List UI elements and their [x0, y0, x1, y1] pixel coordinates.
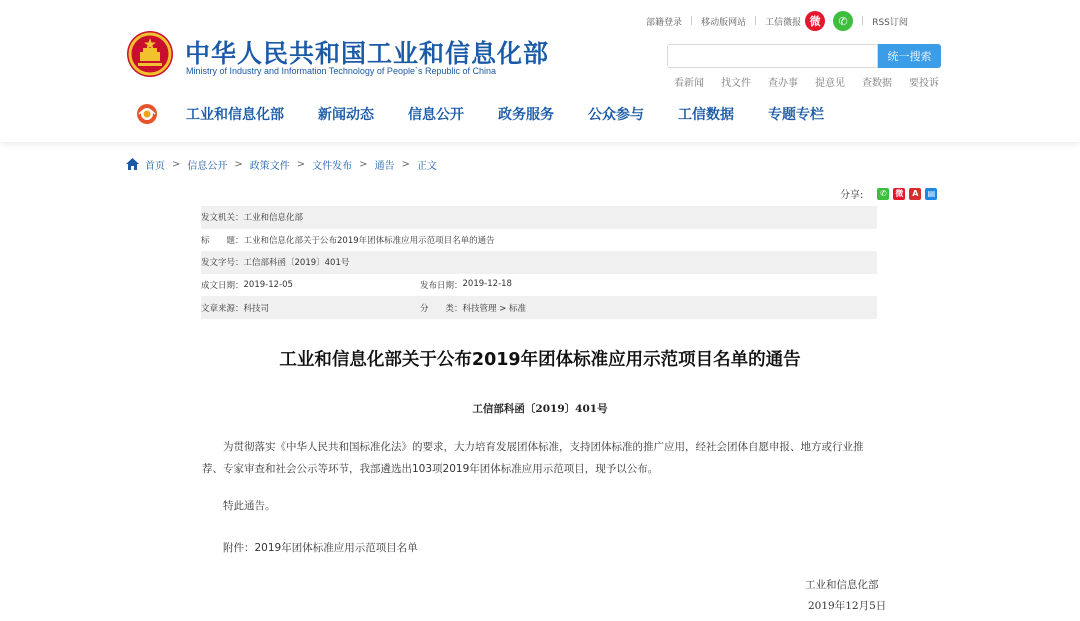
- top-link-weibo[interactable]: 工信微报: [765, 17, 802, 28]
- paragraph-line: 荐、专家审查和社会公示等环节，我部遴选出103项2019年团体标准应用示范项目，现予以公布。: [202, 463, 659, 475]
- share-wechat-icon[interactable]: ✆: [877, 188, 889, 200]
- quick-link-feedback[interactable]: 提意见: [815, 78, 845, 89]
- site-title[interactable]: 中华人民共和国工业和信息化部: [185, 39, 550, 68]
- meta-value: 2019-12-18: [462, 279, 512, 290]
- home-icon[interactable]: [126, 158, 139, 170]
- share-bar: [840, 186, 937, 201]
- divider: |: [861, 16, 865, 26]
- top-link-rss[interactable]: RSS订阅: [872, 17, 908, 28]
- site-subtitle: Ministry of Industry and Information Technology of People`s Republic of China: [186, 66, 496, 76]
- nav-item-public-participation[interactable]: 公众参与: [588, 107, 644, 123]
- site-header: [0, 0, 1080, 142]
- quick-link-data[interactable]: 查数据: [862, 78, 892, 89]
- share-print-icon[interactable]: ▤: [925, 188, 937, 200]
- quick-link-complaint[interactable]: 要投诉: [909, 78, 939, 89]
- divider: |: [754, 16, 758, 26]
- breadcrumb: [126, 156, 437, 172]
- national-emblem-icon: [126, 30, 174, 78]
- share-pdf-icon[interactable]: A: [909, 188, 921, 200]
- meta-label: 发文字号：: [201, 258, 244, 269]
- article-attachment-link[interactable]: 附件：2019年团体标准应用示范项目名单: [223, 542, 418, 554]
- quick-links: [674, 74, 939, 89]
- breadcrumb-home[interactable]: 首页: [145, 160, 165, 172]
- breadcrumb-separator: >: [234, 158, 243, 170]
- breadcrumb-notice[interactable]: 通告: [374, 160, 395, 172]
- meta-label: 标 题：: [201, 235, 244, 246]
- document-metadata-table: [201, 206, 877, 319]
- breadcrumb-separator: >: [172, 158, 181, 170]
- meta-row-source: [201, 296, 877, 319]
- article-closing: 特此通告。: [223, 500, 276, 512]
- meta-published-cell: [420, 279, 512, 291]
- nav-item-special-topics[interactable]: 专题专栏: [768, 107, 824, 123]
- breadcrumb-current: 正文: [416, 160, 437, 172]
- breadcrumb-separator: >: [401, 158, 410, 170]
- meta-row-issuer: [201, 206, 877, 229]
- meta-row-dates: [201, 274, 877, 297]
- meta-label: 分 类：: [420, 303, 463, 314]
- top-links: [646, 12, 908, 30]
- signature-organization: 工业和信息化部: [805, 579, 879, 591]
- share-weibo-icon[interactable]: 微: [895, 189, 904, 198]
- quick-link-files[interactable]: 找文件: [721, 78, 751, 89]
- article-doc-number: 工信部科函〔2019〕401号: [472, 403, 608, 415]
- signature-date: 2019年12月5日: [808, 600, 887, 612]
- article-title: 工业和信息化部关于公布2019年团体标准应用示范项目名单的通告: [279, 350, 801, 370]
- breadcrumb-separator: >: [296, 158, 306, 170]
- meta-label: 成文日期：: [201, 281, 244, 292]
- meta-label: 发布日期：: [420, 281, 463, 292]
- nav-item-info-disclosure[interactable]: 信息公开: [408, 107, 464, 123]
- breadcrumb-separator: >: [359, 158, 368, 170]
- share-label: 分享:: [840, 190, 864, 201]
- breadcrumb-info-disclosure[interactable]: 信息公开: [187, 160, 228, 172]
- meta-value: 科技管理 > 标准: [462, 303, 527, 314]
- nav-item-gov-services[interactable]: 政务服务: [498, 107, 554, 123]
- quick-link-services[interactable]: 查办事: [768, 78, 798, 89]
- meta-category-cell: [420, 302, 526, 314]
- breadcrumb-policy-docs[interactable]: 政策文件: [249, 160, 290, 172]
- nav-item-news[interactable]: 新闻动态: [318, 107, 374, 123]
- nav-item-ministry[interactable]: 工业和信息化部: [186, 107, 284, 123]
- meta-row-title: [201, 229, 877, 252]
- search-button[interactable]: 统一搜索: [878, 44, 941, 68]
- meta-label: 文章来源：: [201, 303, 244, 314]
- meta-value: 工业和信息化部: [243, 213, 304, 224]
- top-link-mail-login[interactable]: 部籍登录: [646, 17, 683, 28]
- breadcrumb-file-release[interactable]: 文件发布: [312, 160, 353, 172]
- ministry-logo-icon[interactable]: [136, 103, 158, 125]
- quick-link-news[interactable]: 看新闻: [674, 78, 704, 89]
- meta-row-doc-number: [201, 251, 877, 274]
- divider: |: [690, 16, 694, 26]
- article-paragraph: [202, 436, 882, 480]
- top-link-mobile-site[interactable]: 移动版网站: [701, 17, 747, 28]
- search-input[interactable]: [667, 44, 878, 68]
- meta-value: 工信部科函〔2019〕401号: [243, 258, 350, 269]
- wechat-icon[interactable]: ✆: [833, 11, 853, 31]
- nav-item-data[interactable]: 工信数据: [678, 107, 734, 123]
- meta-label: 发文机关：: [201, 213, 244, 224]
- meta-value: 工业和信息化部关于公布2019年团体标准应用示范项目名单的通告: [243, 235, 495, 246]
- meta-value: 2019-12-05: [243, 280, 293, 291]
- meta-value: 科技司: [243, 303, 270, 314]
- main-nav: [136, 100, 824, 128]
- weibo-icon[interactable]: 微: [805, 11, 825, 31]
- paragraph-line: 为贯彻落实《中华人民共和国标准化法》的要求，大力培育发展团体标准，支持团体标准的推广应用，经社会团体自愿申报、地方或行业推: [223, 441, 864, 453]
